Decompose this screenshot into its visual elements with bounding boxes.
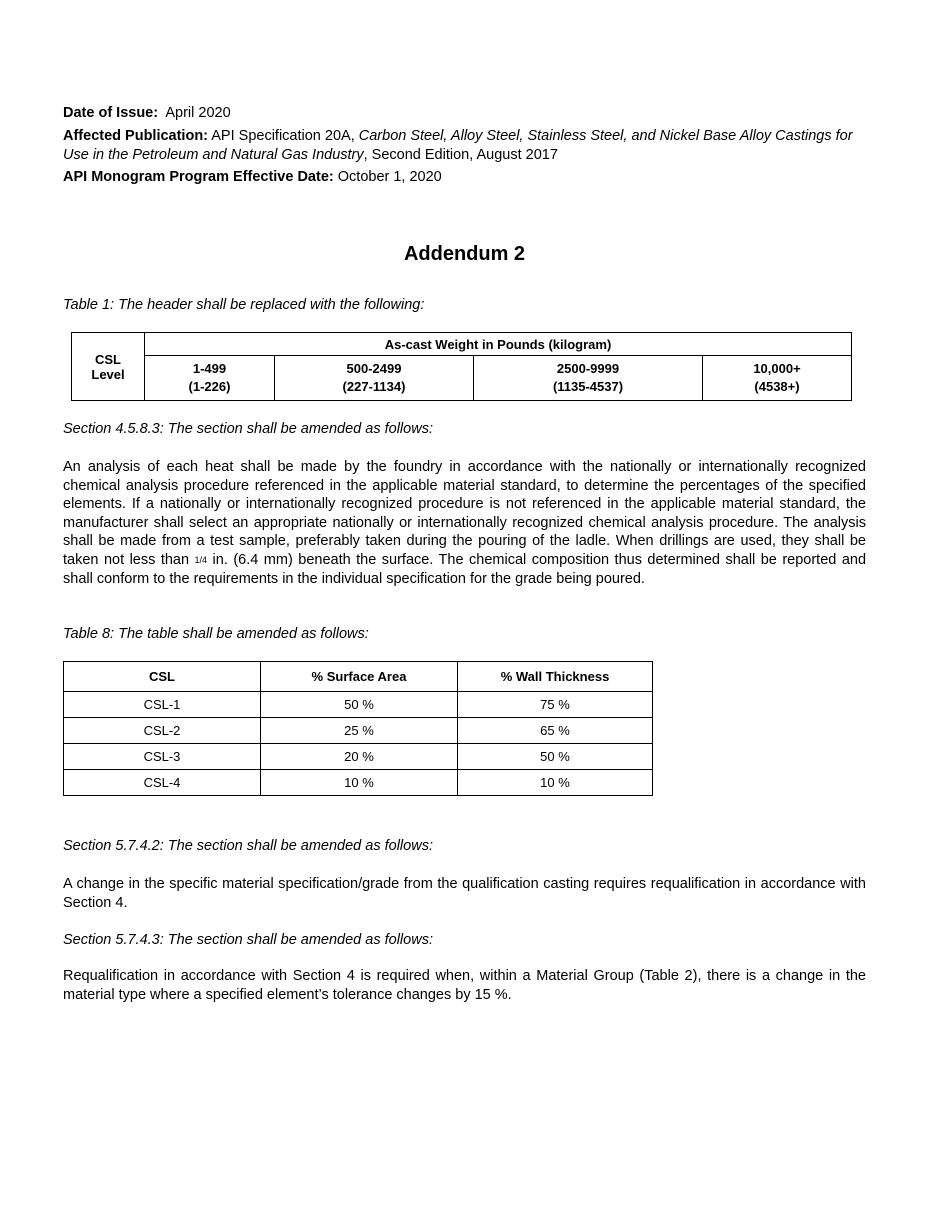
section-5742-note: Section 5.7.4.2: The section shall be amended as follows:: [63, 838, 433, 854]
table-cell: 10 %: [458, 770, 653, 796]
column-header: % Wall Thickness: [458, 662, 653, 692]
table-cell: 10 %: [261, 770, 458, 796]
table-cell: 20 %: [261, 744, 458, 770]
table-cell: 65 %: [458, 718, 653, 744]
section-5742-text: A change in the specific material specification/grade from the qualification casting requires requalification in accordance with Section 4.: [63, 876, 866, 911]
table-row: [64, 692, 653, 718]
csl-level-header: CSL Level: [72, 333, 145, 401]
section-4583-note: Section 4.5.8.3: The section shall be amended as follows:: [63, 421, 433, 437]
affected-publication: Affected Publication: API Specification 20A, Carbon Steel, Alloy Steel, Stainless Steel, and Nickel Base Alloy Castings for Use in the Petroleum and Natural Gas Industry, Second Edition, August 2017: [63, 128, 853, 163]
table-cell: CSL-3: [64, 744, 261, 770]
table-row: [64, 718, 653, 744]
page-title: Addendum 2: [403, 243, 526, 265]
table-cell: 50 %: [458, 744, 653, 770]
column-header: CSL: [64, 662, 261, 692]
table-cell: 50 %: [261, 692, 458, 718]
table-cell: CSL-2: [64, 718, 261, 744]
table-cell: 75 %: [458, 692, 653, 718]
table-row: [64, 770, 653, 796]
table8-note: Table 8: The table shall be amended as follows:: [63, 626, 369, 642]
effective-date: API Monogram Program Effective Date: October 1, 2020: [63, 169, 442, 185]
weight-range: 2500-9999 (1135-4537): [474, 356, 703, 401]
table1-note: Table 1: The header shall be replaced with the following:: [63, 297, 425, 313]
date-of-issue: Date of Issue: April 2020: [63, 105, 231, 121]
weight-range: 500-2499 (227-1134): [275, 356, 474, 401]
table-cell: CSL-4: [64, 770, 261, 796]
table-row: [64, 744, 653, 770]
section-4583-text: An analysis of each heat shall be made by the foundry in accordance with the nationally or internationally recognized chemical analysis procedure referenced in the applicable material standard, to determine the percentages of the specified elements. If a nationally or internationally recognized procedure is not referenced in the applicable material standard, the manufacturer shall select an appropriate nationally or internationally recognized chemical analysis procedure. The analysis shall be made from a test sample, preferably taken during the pouring of the ladle. When drillings are used, they shall be taken not less than 1/4 in. (6.4 mm) beneath the surface. The chemical composition thus determined shall be reported and shall conform to the requirements in the individual specification for the grade being poured.: [63, 459, 867, 587]
weight-range: 1-499 (1-226): [145, 356, 275, 401]
table-header-row: [64, 662, 653, 692]
section-5743-text: Requalification in accordance with Section 4 is required when, within a Material Group (Table 2), there is a change in the material type where a specified element’s tolerance changes by 15 %.: [63, 968, 866, 1003]
table-cell: CSL-1: [64, 692, 261, 718]
table8: [63, 661, 653, 796]
section-5743-note: Section 5.7.4.3: The section shall be amended as follows:: [63, 932, 433, 948]
weight-range: 10,000+ (4538+): [703, 356, 852, 401]
column-header: % Surface Area: [261, 662, 458, 692]
weight-header: As-cast Weight in Pounds (kilogram): [145, 333, 852, 356]
table-cell: 25 %: [261, 718, 458, 744]
table1-header: [71, 332, 852, 401]
